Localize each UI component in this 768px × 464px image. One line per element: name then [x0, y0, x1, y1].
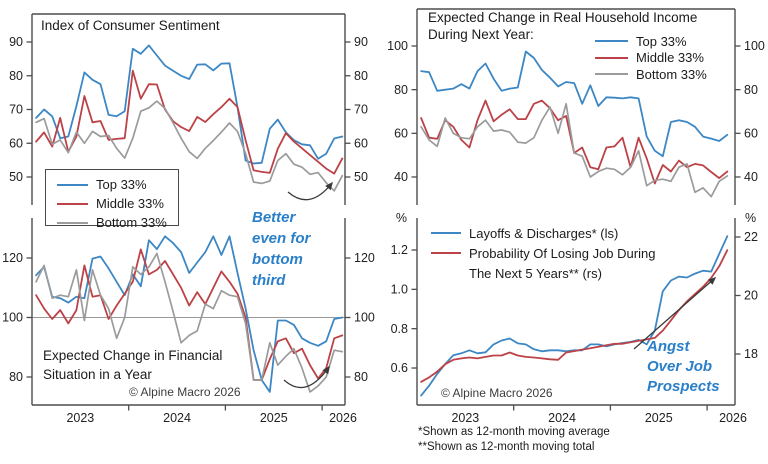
- panel-label-financial-line1: Expected Change in Financial: [43, 348, 223, 363]
- svg-text:100: 100: [2, 310, 23, 325]
- panel-title-consumer-sentiment: Index of Consumer Sentiment: [41, 18, 220, 33]
- svg-text:70: 70: [354, 102, 368, 117]
- svg-text:120: 120: [354, 251, 375, 266]
- svg-text:18: 18: [744, 347, 758, 362]
- legend-label-income-middle33: Middle 33%: [636, 50, 704, 66]
- svg-text:50: 50: [9, 170, 23, 185]
- svg-text:2025: 2025: [259, 411, 288, 425]
- svg-text:100: 100: [387, 39, 408, 54]
- annotation-better-line3: bottom: [252, 251, 303, 268]
- annotation-better-line1: Better: [252, 209, 296, 226]
- legend-label-layoffs: Layoffs & Discharges* (ls): [469, 225, 619, 241]
- svg-text:40: 40: [744, 170, 758, 185]
- legend-item-income-middle33: [595, 50, 707, 67]
- svg-text:2023: 2023: [451, 411, 480, 425]
- middle33-line-swatch: [57, 203, 88, 205]
- svg-text:20: 20: [744, 288, 758, 303]
- panel-title-income-line2: During Next Year:: [428, 27, 534, 42]
- legend-item-job-loss-probability: [431, 243, 655, 263]
- svg-text:60: 60: [394, 126, 408, 141]
- svg-text:100: 100: [744, 39, 765, 54]
- bottom33-line-swatch: [595, 73, 628, 75]
- legend-label-probability-line1: Probability Of Losing Job During: [469, 245, 656, 261]
- svg-text:120: 120: [2, 251, 23, 266]
- panel-label-financial-situation: [43, 346, 222, 384]
- copyright-watermark-left: © Alpine Macro 2026: [129, 385, 241, 399]
- svg-text:0.8: 0.8: [390, 321, 408, 336]
- layoffs-line-swatch: [431, 232, 461, 234]
- svg-text:%: %: [745, 211, 757, 225]
- bottom33-line-swatch: [57, 222, 88, 224]
- svg-text:80: 80: [394, 82, 408, 97]
- legend-income: [595, 33, 707, 83]
- legend-label-top33: Top 33%: [96, 177, 147, 192]
- legend-label-probability-line2: The Next 5 Years** (rs): [469, 265, 602, 281]
- svg-text:50: 50: [354, 170, 368, 185]
- legend-label-income-bottom33: Bottom 33%: [636, 66, 707, 82]
- top33-line-swatch: [595, 40, 628, 42]
- legend-label-bottom33: Bottom 33%: [96, 215, 167, 230]
- svg-text:2023: 2023: [66, 411, 95, 425]
- svg-text:2026: 2026: [719, 411, 747, 425]
- svg-text:90: 90: [354, 35, 368, 50]
- annotation-better-line2: even for: [252, 230, 311, 247]
- panel-title-income-line1: Expected Change in Real Household Income: [428, 10, 698, 25]
- svg-text:80: 80: [744, 82, 758, 97]
- annotation-better-bottom-third: [252, 207, 310, 291]
- svg-text:0.6: 0.6: [390, 361, 408, 376]
- legend-label-income-top33: Top 33%: [636, 33, 687, 49]
- probability-line-swatch: [431, 252, 461, 254]
- svg-text:80: 80: [9, 68, 23, 83]
- annotation-angst-line2: Over Job: [647, 358, 713, 375]
- panel-label-financial-line2: Situation in a Year: [43, 367, 152, 382]
- svg-text:70: 70: [9, 102, 23, 117]
- legend-item-probability-cont: [431, 263, 655, 283]
- annotation-angst-job-prospects: [647, 337, 720, 397]
- legend-consumer-sentiment: [45, 169, 179, 230]
- svg-text:%: %: [395, 211, 407, 225]
- legend-item-income-bottom33: [595, 66, 707, 83]
- footnote-moving-total: **Shown as 12-month moving total: [418, 441, 595, 453]
- legend-item-bottom33: [57, 213, 168, 232]
- middle33-line-swatch: [595, 57, 628, 59]
- svg-text:22: 22: [744, 230, 758, 245]
- svg-text:2026: 2026: [329, 411, 357, 425]
- annotation-angst-line3: Prospects: [647, 378, 720, 395]
- svg-text:60: 60: [744, 126, 758, 141]
- svg-text:1.0: 1.0: [390, 282, 408, 297]
- legend-label-middle33: Middle 33%: [96, 196, 164, 211]
- svg-text:2024: 2024: [163, 411, 191, 425]
- copyright-watermark-right: © Alpine Macro 2026: [441, 386, 553, 400]
- svg-text:100: 100: [354, 310, 375, 325]
- svg-text:40: 40: [394, 170, 408, 185]
- svg-text:90: 90: [9, 35, 23, 50]
- top33-line-swatch: [57, 184, 88, 186]
- annotation-angst-line1: Angst: [647, 338, 690, 355]
- svg-text:60: 60: [354, 136, 368, 151]
- footnote-moving-average: *Shown as 12-month moving average: [418, 426, 610, 438]
- svg-text:80: 80: [354, 370, 368, 385]
- annotation-better-line4: third: [252, 272, 286, 289]
- svg-text:2024: 2024: [548, 411, 576, 425]
- svg-text:80: 80: [354, 68, 368, 83]
- legend-item-layoffs: [431, 223, 655, 243]
- svg-text:1.2: 1.2: [390, 243, 408, 258]
- svg-text:60: 60: [9, 136, 23, 151]
- legend-item-top33: [57, 175, 168, 194]
- svg-text:80: 80: [9, 370, 23, 385]
- legend-item-middle33: [57, 194, 168, 213]
- svg-text:2025: 2025: [644, 411, 673, 425]
- legend-jobs: [431, 223, 655, 283]
- legend-item-income-top33: [595, 33, 707, 50]
